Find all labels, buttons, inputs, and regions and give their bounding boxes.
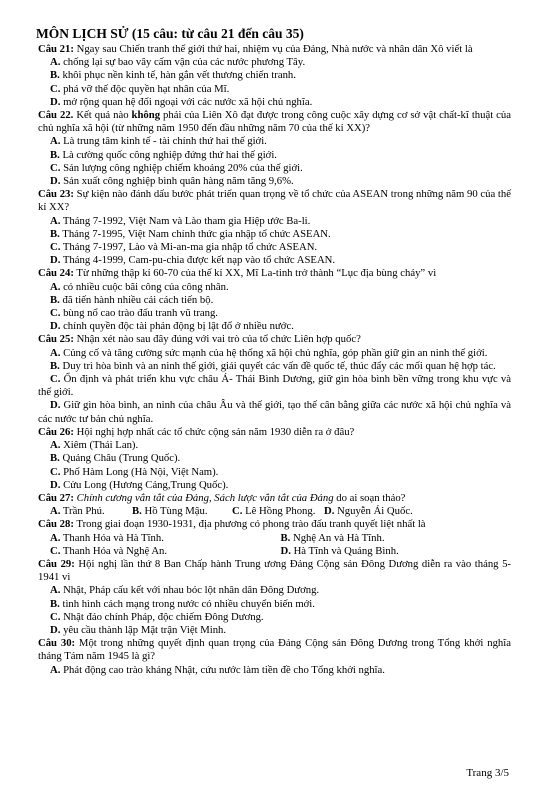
question-30: Câu 30: Một trong những quyết định quan trọng của Đảng Cộng sản Đông Dương trong Tổng khởi nghĩa tháng Tám năm 1945 là gì? <box>38 637 511 663</box>
option-c: C. Sản lượng công nghiệp chiếm khoảng 20% của thế giới. <box>50 161 303 174</box>
question-text: Ngay sau Chiến tranh thế giới thứ hai, nhiệm vụ của Đảng, Nhà nước và nhân dân Xô viết là <box>73 43 473 55</box>
option-a: A. Là trung tâm kinh tế - tài chính thứ hai thế giới. <box>50 135 267 148</box>
option-c: C. Phố Hàm Long (Hà Nội, Việt Nam). <box>50 465 219 478</box>
option-a: A. Trần Phú. <box>50 505 105 518</box>
question-label: Câu 21: <box>38 43 74 55</box>
option-d: D. chính quyền độc tài phản động bị lật đổ ở nhiều nước. <box>50 320 294 333</box>
option-b: B. Tháng 7-1995, Việt Nam chính thức gia nhập tổ chức ASEAN. <box>50 227 331 240</box>
page-number: Trang 3/5 <box>466 767 509 779</box>
option-c: C. Nhật đảo chính Pháp, độc chiếm Đông Dương. <box>50 610 264 623</box>
option-a: A. có nhiều cuộc bãi công của công nhân. <box>50 280 229 293</box>
option-c: C. bùng nổ cao trào đấu tranh vũ trang. <box>50 307 218 320</box>
option-c: C. Lê Hồng Phong. <box>232 505 316 518</box>
option-d: D. Cửu Long (Hương Cảng,Trung Quốc). <box>50 478 229 491</box>
option-a: A. Xiêm (Thái Lan). <box>50 439 139 452</box>
option-b: B. Hồ Tùng Mậu. <box>132 505 208 518</box>
question-29: Câu 29: Hội nghị lần thứ 8 Ban Chấp hành Trung ương Đảng Cộng sản Đông Dương diễn ra vào tháng 5-1941 vì <box>38 557 511 584</box>
option-d: D. yêu cầu thành lập Mặt trận Việt Minh. <box>50 623 227 636</box>
option-a: A. Tháng 7-1992, Việt Nam và Lào tham gia Hiệp ước Ba-li. <box>50 214 311 227</box>
option-b: B. Là cường quốc công nghiệp đứng thứ hai thế giới. <box>50 148 277 161</box>
options-grid <box>38 532 511 558</box>
question-21 <box>38 43 511 56</box>
option-b: B. đã tiến hành nhiều cải cách tiến bộ. <box>50 293 214 306</box>
option-a: A. chống lại sự bao vây cấm vận của các nước phương Tây. <box>50 56 306 69</box>
option-a: A. Thanh Hóa và Hà Tĩnh. <box>50 531 164 544</box>
option-c: C. Ổn định và phát triển khu vực châu Á- Thái Bình Dương, giữ gìn hòa bình bền vững trong khu vực và thế giới. <box>38 373 511 399</box>
question-27: Câu 27: Chính cương vắn tắt của Đảng, Sách lược vắn tắt của Đảng do ai soạn thảo? <box>38 491 406 504</box>
option-b: B. tình hình cách mạng trong nước có nhiều chuyển biến mới. <box>50 597 315 610</box>
option-d: D. Tháng 4-1999, Cam-pu-chia được kết nạp vào tổ chức ASEAN. <box>50 254 336 267</box>
option-d: D. Nguyễn Ái Quốc. <box>324 505 413 518</box>
option-b: B. khôi phục nền kinh tế, hàn gắn vết thương chiến tranh. <box>50 69 296 82</box>
option-c: C. Tháng 7-1997, Lào và Mi-an-ma gia nhập tổ chức ASEAN. <box>50 241 318 254</box>
option-d: D. Hà Tĩnh và Quảng Bình. <box>280 544 399 557</box>
option-d: D. Giữ gìn hòa bình, an ninh của châu Âu và thế giới, tạo thế cân bằng giữa các nước xã hội chủ nghĩa và các nước tư bản chủ nghĩa. <box>38 399 512 425</box>
question-28: Câu 28: Trong giai đoạn 1930-1931, địa phương có phong trào đấu tranh quyết liệt nhất là <box>38 518 426 531</box>
option-b: B. Nghệ An và Hà Tĩnh. <box>280 531 385 544</box>
question-23: Câu 23: Sự kiện nào đánh dấu bước phát triển quan trọng về tổ chức của ASEAN trong những năm 90 của thế kỉ XX? <box>38 188 511 214</box>
option-a: A. Nhật, Pháp cấu kết với nhau bóc lột nhân dân Đông Dương. <box>50 584 320 597</box>
option-b: B. Duy trì hòa bình và an ninh thế giới, giải quyết các vấn đề quốc tế, thúc đẩy các mối quan hệ hợp tác. <box>50 359 496 372</box>
option-d: D. mở rộng quan hệ đối ngoại với các nước xã hội chủ nghĩa. <box>50 95 313 108</box>
option-b: B. Quảng Châu (Trung Quốc). <box>50 452 181 465</box>
question-26: Câu 26: Hội nghị hợp nhất các tổ chức cộng sản năm 1930 diễn ra ở đâu? <box>38 425 355 438</box>
option-c: C. phá vỡ thế độc quyền hạt nhân của Mĩ. <box>50 82 230 95</box>
question-list <box>38 43 511 677</box>
question-25: Câu 25: Nhận xét nào sau đây đúng với vai trò của tổ chức Liên hợp quốc? <box>38 333 361 346</box>
question-24: Câu 24: Từ những thập kỉ 60-70 của thế kỉ XX, Mĩ La-tinh trở thành “Lục địa bùng cháy” vì <box>38 267 437 280</box>
emphasis-not: không <box>131 109 161 122</box>
option-c: C. Thanh Hóa và Nghệ An. <box>50 544 168 557</box>
section-heading: MÔN LỊCH SỬ (15 câu: từ câu 21 đến câu 35) <box>36 26 304 41</box>
option-a: A. Phát động cao trào kháng Nhật, cứu nước làm tiền đề cho Tổng khởi nghĩa. <box>50 663 385 676</box>
option-d: D. Sản xuất công nghiệp bình quân hàng năm tăng 9,6%. <box>50 175 294 188</box>
options-row <box>38 505 511 518</box>
option-a: A. Củng cố và tăng cường sức mạnh của hệ thống xã hội chủ nghĩa, góp phần giữ gìn an ninh thế giới. <box>50 346 488 359</box>
question-22: Câu 22. Kết quả nào không phải của Liên Xô đạt được trong công cuộc xây dựng cơ sở vật chất-kĩ thuật của chủ nghĩa xã hội (từ những năm 1950 đến đầu những năm 70 của thế kỉ XX)? <box>38 109 511 135</box>
